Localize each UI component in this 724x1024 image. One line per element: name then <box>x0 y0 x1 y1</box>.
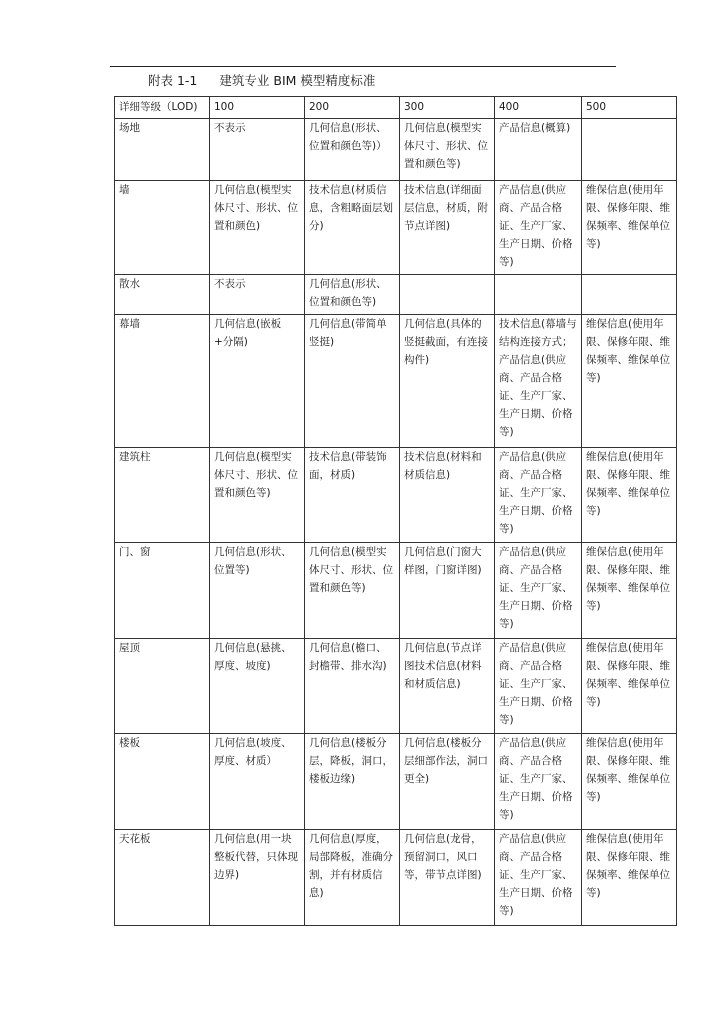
table-cell: 几何信息(檐口、封檐带、排水沟) <box>305 639 400 734</box>
table-cell: 维保信息(使用年限、保修年限、维保频率、维保单位等) <box>582 315 677 448</box>
header-cell-400: 400 <box>495 97 582 119</box>
table-row <box>115 448 677 543</box>
table-cell: 几何信息(节点详图技术信息(材料和材质信息) <box>400 639 495 734</box>
table-cell: 不表示 <box>210 119 305 181</box>
table-cell: 几何信息(楼板分层，降板，洞口，楼板边缘) <box>305 734 400 830</box>
table-row <box>115 275 677 315</box>
table-cell: 技术信息(带装饰面，材质) <box>305 448 400 543</box>
table-cell: 几何信息(带简单竖挺) <box>305 315 400 448</box>
table-cell: 维保信息(使用年限、保修年限、维保频率、维保单位等) <box>582 448 677 543</box>
row-label: 屋顶 <box>115 639 210 734</box>
row-label: 场地 <box>115 119 210 181</box>
table-cell: 维保信息(使用年限、保修年限、维保频率、维保单位等) <box>582 181 677 275</box>
table-cell: 产品信息(供应商、产品合格证、生产厂家、生产日期、价格等) <box>495 639 582 734</box>
table-row <box>115 543 677 639</box>
table-cell: 几何信息(厚度，局部降板，准确分割，并有材质信息) <box>305 830 400 926</box>
table-cell <box>582 275 677 315</box>
table-cell: 技术信息(幕墙与结构连接方式；产品信息(供应商、产品合格证、生产厂家、生产日期、价格等) <box>495 315 582 448</box>
table-cell <box>582 119 677 181</box>
table-title: 建筑专业 BIM 模型精度标准 <box>219 73 376 88</box>
row-label: 楼板 <box>115 734 210 830</box>
table-cell: 几何信息(形状、位置等) <box>210 543 305 639</box>
table-cell: 几何信息(模型实体尺寸、形状、位置和颜色等) <box>210 448 305 543</box>
table-cell: 几何信息(形状、位置和颜色等)） <box>305 119 400 181</box>
table-cell: 产品信息(供应商、产品合格证、生产厂家、生产日期、价格等) <box>495 448 582 543</box>
table-cell: 几何信息(模型实体尺寸、形状、位置和颜色等) <box>400 119 495 181</box>
table-cell: 几何信息(龙骨，预留洞口，风口等，带节点详图) <box>400 830 495 926</box>
row-label: 建筑柱 <box>115 448 210 543</box>
table-cell: 几何信息(模型实体尺寸、形状、位置和颜色等) <box>305 543 400 639</box>
table-cell: 维保信息(使用年限、保修年限、维保频率、维保单位等) <box>582 543 677 639</box>
table-cell: 几何信息(具体的竖挺截面，有连接构件) <box>400 315 495 448</box>
table-caption <box>148 72 375 90</box>
table-cell: 几何信息(嵌板+分隔) <box>210 315 305 448</box>
table-number: 附表 1-1 <box>148 73 198 88</box>
table-cell: 几何信息(悬挑、厚度、坡度) <box>210 639 305 734</box>
table-cell: 几何信息(用一块整板代替，只体现边界) <box>210 830 305 926</box>
header-cell-300: 300 <box>400 97 495 119</box>
table-row <box>115 119 677 181</box>
header-cell-500: 500 <box>582 97 677 119</box>
table-row <box>115 734 677 830</box>
header-cell-200: 200 <box>305 97 400 119</box>
table-cell <box>400 275 495 315</box>
table-cell: 几何信息(模型实体尺寸、形状、位置和颜色) <box>210 181 305 275</box>
table-cell: 几何信息(门窗大样图，门窗详图) <box>400 543 495 639</box>
row-label: 天花板 <box>115 830 210 926</box>
row-label: 门、窗 <box>115 543 210 639</box>
table-cell: 产品信息(供应商、产品合格证、生产厂家、生产日期、价格等) <box>495 543 582 639</box>
header-rule <box>110 66 616 67</box>
table-row <box>115 315 677 448</box>
table-cell: 几何信息(坡度、厚度、材质） <box>210 734 305 830</box>
table-cell: 维保信息(使用年限、保修年限、维保频率、维保单位等) <box>582 830 677 926</box>
table-row <box>115 830 677 926</box>
table-cell <box>495 275 582 315</box>
table-cell: 技术信息(材质信息，含粗略面层划分) <box>305 181 400 275</box>
table-row <box>115 181 677 275</box>
table-cell: 技术信息(详细面层信息，材质，附节点详图) <box>400 181 495 275</box>
header-cell-lod: 详细等级（LOD) <box>115 97 210 119</box>
row-label: 散水 <box>115 275 210 315</box>
table-cell: 维保信息(使用年限、保修年限、维保频率、维保单位等) <box>582 734 677 830</box>
table-cell: 几何信息(形状、位置和颜色等) <box>305 275 400 315</box>
table-cell: 几何信息(楼板分层细部作法，洞口更全) <box>400 734 495 830</box>
table-cell: 技术信息(材料和材质信息) <box>400 448 495 543</box>
table-header-row <box>115 97 677 119</box>
row-label: 幕墙 <box>115 315 210 448</box>
table-cell: 产品信息(供应商、产品合格证、生产厂家、生产日期、价格等) <box>495 181 582 275</box>
table-row <box>115 639 677 734</box>
table-cell: 维保信息(使用年限、保修年限、维保频率、维保单位等) <box>582 639 677 734</box>
row-label: 墙 <box>115 181 210 275</box>
table-cell: 不表示 <box>210 275 305 315</box>
header-cell-100: 100 <box>210 97 305 119</box>
table-cell: 产品信息(供应商、产品合格证、生产厂家、生产日期、价格等) <box>495 830 582 926</box>
table-cell: 产品信息(概算) <box>495 119 582 181</box>
table-cell: 产品信息(供应商、产品合格证、生产厂家、生产日期、价格等) <box>495 734 582 830</box>
lod-table <box>114 96 677 926</box>
